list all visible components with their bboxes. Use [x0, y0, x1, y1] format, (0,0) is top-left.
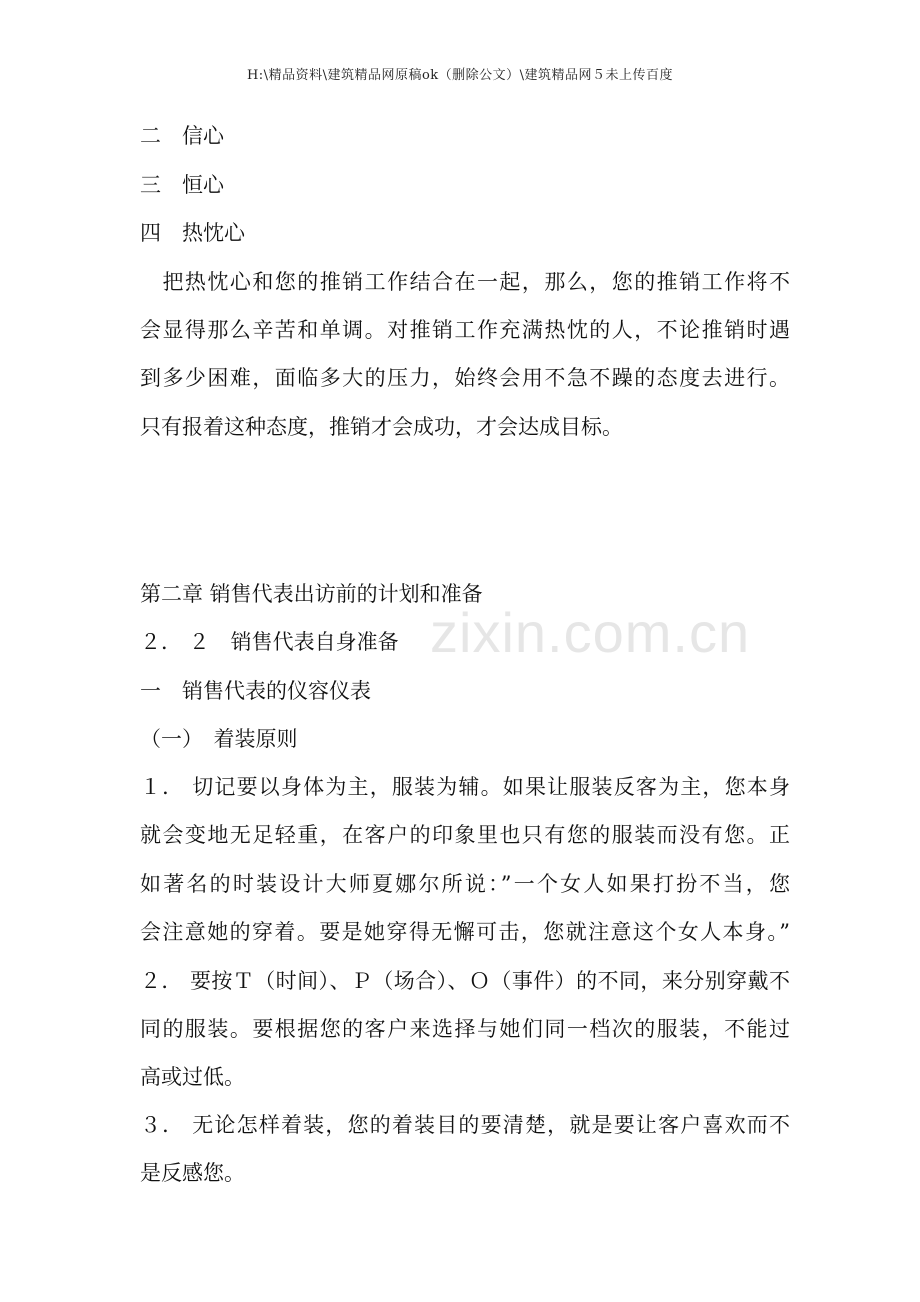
section-title: ２． ２ 销售代表自身准备: [140, 630, 399, 654]
paragraph-enthusiasm-line: 把热忱心和您的推销工作结合在一起，那么，您的推销工作将不: [140, 270, 790, 294]
heading-perseverance: 三 恒心: [140, 173, 224, 197]
list-item-1-line: １． 切记要以身体为主，服装为辅。如果让服装反客为主，您本身: [140, 775, 790, 799]
list-item-3-line: ３． 无论怎样着装，您的着装目的要清楚，就是要让客户喜欢而不: [140, 1113, 790, 1137]
list-item-2-line: 同的服装。要根据您的客户来选择与她们同一档次的服装，不能过: [140, 1017, 790, 1041]
list-item-1-line: 如著名的时装设计大师夏娜尔所说：”一个女人如果打扮不当，您: [140, 872, 790, 896]
heading-enthusiasm: 四 热忱心: [140, 221, 245, 245]
document-header-path: H:\精品资料\建筑精品网原稿ok（删除公文）\建筑精品网５未上传百度: [246, 68, 674, 83]
list-item-2-line: ２． 要按Ｔ（时间）、Ｐ（场合）、Ｏ（事件）的不同，来分别穿戴不: [140, 969, 790, 993]
paragraph-enthusiasm-line: 到多少困难，面临多大的压力，始终会用不急不躁的态度去进行。: [140, 366, 790, 390]
list-item-1-line: 会注意她的穿着。要是她穿得无懈可击，您就注意这个女人本身。”: [140, 920, 790, 944]
chapter-title: 第二章 销售代表出访前的计划和准备: [140, 582, 483, 606]
watermark-text: zixin.com.cn: [430, 601, 751, 664]
subsection-title: 一 销售代表的仪容仪表: [140, 679, 371, 703]
heading-confidence: 二 信心: [140, 124, 224, 148]
list-item-2-line: 高或过低。: [140, 1065, 245, 1089]
paragraph-enthusiasm-line: 会显得那么辛苦和单调。对推销工作充满热忱的人，不论推销时遇: [140, 318, 790, 342]
subheading-dress-principles: （一） 着装原则: [140, 727, 298, 751]
list-item-1-line: 就会变地无足轻重，在客户的印象里也只有您的服装而没有您。正: [140, 823, 790, 847]
list-item-3-line: 是反感您。: [140, 1161, 245, 1185]
paragraph-enthusiasm-line: 只有报着这种态度，推销才会成功，才会达成目标。: [140, 415, 623, 439]
